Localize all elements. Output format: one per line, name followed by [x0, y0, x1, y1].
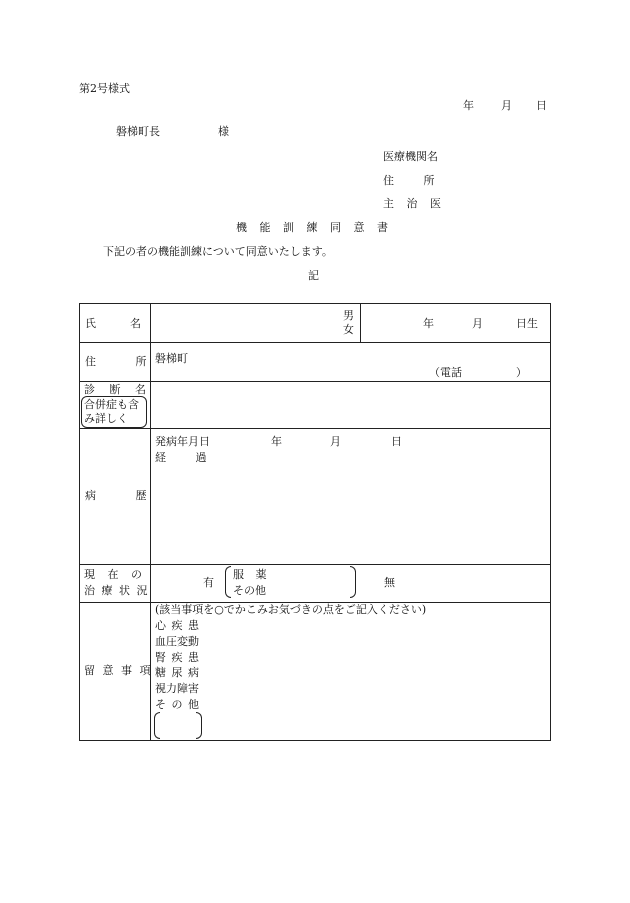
notes-label: 留 意 事 項 — [84, 664, 151, 677]
note-item-vision-impairment[interactable]: 視力障害 — [155, 682, 199, 695]
history-label: 病 歴 — [85, 489, 147, 502]
name-label: 氏 名 — [85, 317, 141, 330]
onset-month-label: 月 — [330, 435, 341, 448]
note-item-diabetes[interactable]: 糖 尿 病 — [155, 666, 199, 679]
address-label: 住 所 — [383, 174, 435, 187]
date-month-label: 月 — [501, 99, 512, 112]
notes-other-bracket-right — [196, 712, 202, 739]
addressee-name: 磐梯町長 — [116, 125, 160, 138]
column-divider — [360, 304, 361, 342]
table-address-label: 住 所 — [85, 355, 147, 368]
treatment-label-line2: 治 療 状 況 — [84, 584, 148, 597]
onset-date-label: 発病年月日 — [155, 435, 210, 448]
onset-day-label: 日 — [391, 435, 402, 448]
diagnosis-note-line2: み詳しく — [84, 412, 128, 425]
note-item-blood-pressure[interactable]: 血圧変動 — [155, 635, 199, 648]
ki-mark: 記 — [308, 269, 319, 282]
treatment-bracket-left — [225, 566, 231, 598]
birth-month-label: 月 — [472, 317, 483, 330]
notes-instruction: (該当事項を○でかこみお気づきの点をご記入ください) — [155, 603, 427, 616]
treatment-yes[interactable]: 有 — [203, 576, 214, 589]
institution-label: 医療機関名 — [383, 150, 438, 163]
sex-male[interactable]: 男 — [343, 309, 354, 322]
onset-year-label: 年 — [271, 435, 282, 448]
doctor-label: 主 治 医 — [383, 197, 441, 210]
sex-female[interactable]: 女 — [343, 323, 354, 336]
treatment-label-line1: 現 在 の — [84, 568, 142, 581]
note-item-heart-disease[interactable]: 心 疾 患 — [155, 619, 199, 632]
treatment-option-medication[interactable]: 服 薬 — [233, 568, 267, 581]
note-item-kidney-disease[interactable]: 腎 疾 患 — [155, 651, 199, 664]
addressee-honorific: 様 — [218, 125, 229, 138]
diagnosis-label: 診 断 名 — [84, 383, 146, 396]
birth-year-label: 年 — [423, 317, 434, 330]
birth-day-label: 日生 — [516, 317, 538, 330]
document-title: 機 能 訓 練 同 意 書 — [236, 221, 388, 234]
treatment-no[interactable]: 無 — [384, 576, 395, 589]
phone-close: ） — [516, 366, 527, 379]
date-day-label: 日 — [536, 99, 547, 112]
course-label: 経 過 — [155, 451, 207, 464]
treatment-option-other[interactable]: その他 — [233, 584, 266, 597]
intro-text: 下記の者の機能訓練について同意いたします。 — [103, 245, 333, 258]
address-town: 磐梯町 — [155, 352, 188, 365]
note-item-other[interactable]: そ の 他 — [155, 698, 199, 711]
notes-other-bracket-left — [154, 712, 160, 739]
diagnosis-note-line1: 合併症も含 — [84, 398, 139, 411]
form-number: 第2号様式 — [79, 82, 130, 95]
phone-open: （電話 — [429, 366, 462, 379]
date-year-label: 年 — [463, 99, 474, 112]
treatment-bracket-right — [350, 566, 356, 598]
